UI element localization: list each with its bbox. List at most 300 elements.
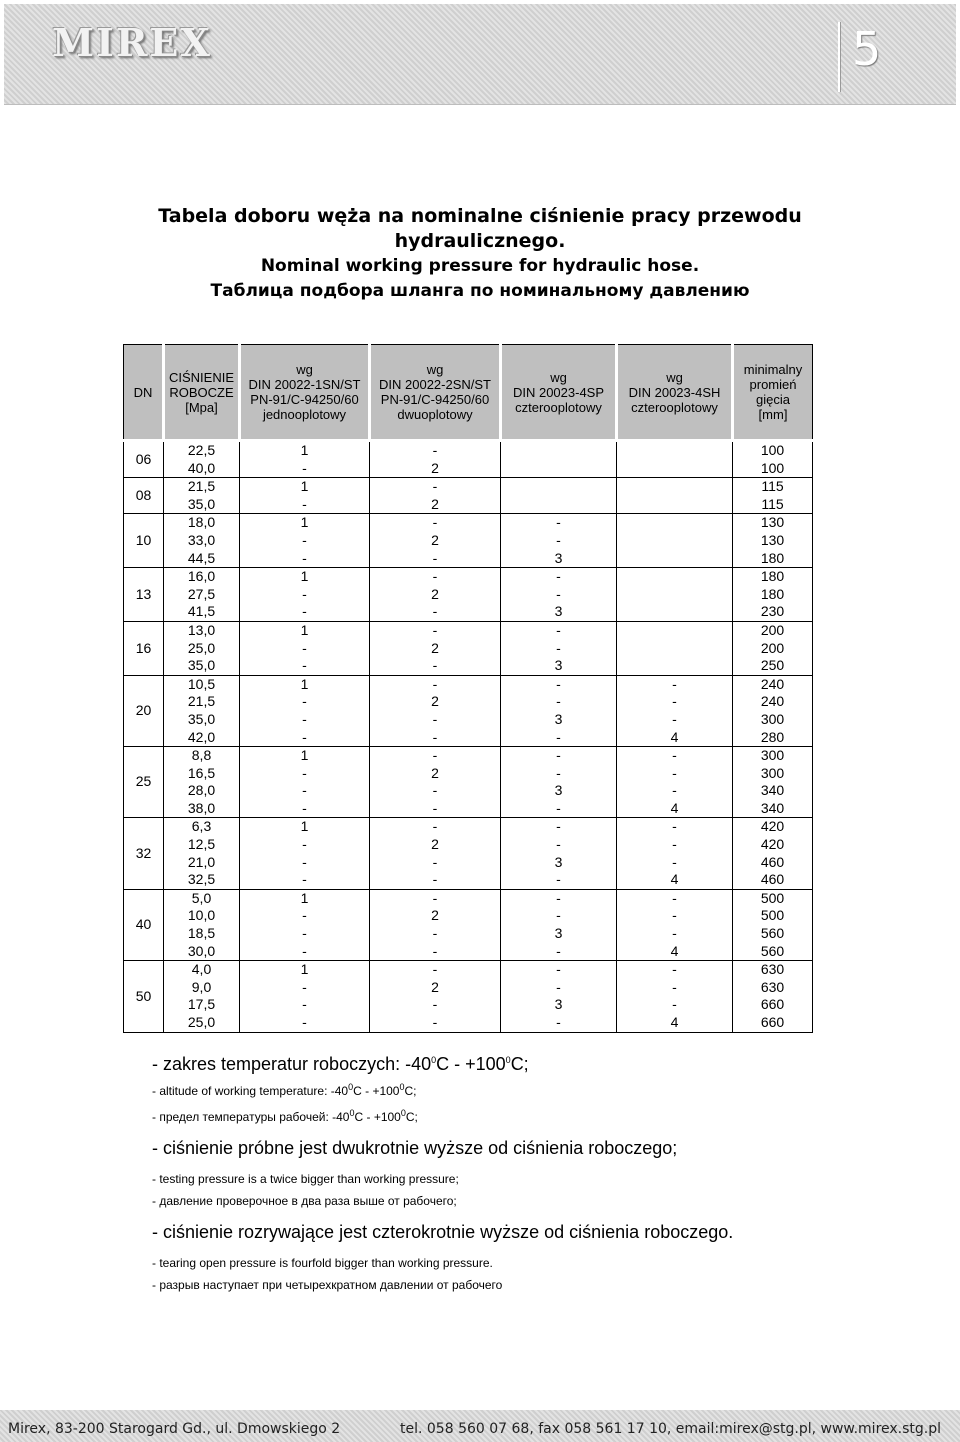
- cell-value: 16,5: [187, 764, 216, 781]
- pressure-cell: [164, 747, 240, 818]
- sn2-cell: [370, 568, 501, 622]
- table-row: [124, 441, 813, 478]
- sh4-cell: [617, 818, 733, 889]
- title-polish-line1: Tabela doboru węża na nominalne ciśnienie pracy przewodu: [158, 205, 802, 227]
- cell-value: [501, 478, 616, 496]
- sp4-cell: [501, 818, 617, 889]
- cell-value: -: [556, 621, 561, 638]
- dn-cell: 06: [124, 441, 164, 478]
- cell-value: -: [432, 621, 438, 638]
- dn-cell: 08: [124, 478, 164, 514]
- cell-value: -: [672, 764, 677, 781]
- cell-value: 130: [760, 514, 785, 531]
- column-header-line: [mm]: [758, 407, 788, 422]
- cell-value: -: [556, 907, 561, 924]
- cell-value: 4: [670, 1014, 679, 1030]
- sn2-cell: [370, 961, 501, 1032]
- cell-value: -: [432, 871, 438, 888]
- cell-value: 2: [431, 495, 439, 512]
- sn2-cell: [370, 675, 501, 746]
- cell-value: -: [432, 961, 438, 978]
- cell-value: -: [432, 942, 438, 959]
- cell-value: [501, 442, 616, 460]
- cell-value: -: [432, 728, 438, 745]
- cell-value: -: [302, 978, 307, 995]
- sn1-cell: [240, 568, 370, 622]
- sp4-cell: [501, 961, 617, 1032]
- cell-value: 35,0: [187, 657, 216, 674]
- radius-cell: [733, 675, 813, 746]
- cell-value: 2: [431, 459, 439, 476]
- cell-value: [617, 442, 732, 460]
- header-banner: [4, 4, 956, 105]
- cell-value: -: [432, 889, 438, 906]
- note-test-pressure-en: - testing pressure is a twice bigger than working pressure;: [152, 1172, 459, 1186]
- sh4-cell: [617, 961, 733, 1032]
- cell-value: -: [302, 853, 307, 870]
- sp4-cell: [501, 514, 617, 568]
- sp4-cell: [501, 621, 617, 675]
- cell-value: 25,0: [187, 639, 216, 656]
- cell-value: -: [556, 836, 561, 853]
- cell-value: 420: [760, 818, 785, 835]
- pressure-cell: [164, 889, 240, 960]
- column-header: [124, 345, 164, 441]
- notes-section: [152, 1048, 932, 1296]
- column-header-line: CIŚNIENIE: [168, 369, 234, 385]
- radius-cell: [733, 961, 813, 1032]
- note-burst-pressure-pl: - ciśnienie rozrywające jest czterokrotnie wyższe od ciśnienia roboczego.: [152, 1222, 734, 1242]
- cell-value: -: [302, 996, 307, 1013]
- cell-value: 33,0: [187, 531, 216, 548]
- cell-value: 420: [760, 836, 785, 853]
- cell-value: 41,5: [187, 603, 216, 620]
- column-header-line: czterooplotowy: [515, 399, 602, 415]
- cell-value: 130: [760, 531, 785, 548]
- cell-value: 300: [760, 710, 785, 727]
- cell-value: -: [302, 871, 307, 888]
- cell-value: 115: [761, 495, 784, 512]
- column-header-line: wg: [666, 369, 683, 385]
- table-header-row: [124, 345, 813, 441]
- title-polish-line2: hydraulicznego.: [394, 230, 566, 252]
- column-header-line: [Mpa]: [185, 399, 218, 415]
- cell-value: -: [302, 942, 307, 959]
- table-row: [124, 818, 813, 889]
- cell-value: 16,0: [187, 568, 216, 585]
- cell-value: 1: [300, 961, 309, 978]
- cell-value: 560: [760, 925, 785, 942]
- cell-value: 2: [431, 836, 439, 853]
- cell-value: -: [302, 585, 307, 602]
- cell-value: -: [302, 907, 307, 924]
- pressure-cell: [164, 621, 240, 675]
- cell-value: -: [302, 495, 307, 512]
- cell-value: [617, 586, 732, 604]
- page-title: [0, 204, 960, 304]
- footer-banner: [0, 1410, 960, 1442]
- dn-cell: 50: [124, 961, 164, 1032]
- header-divider: [838, 22, 840, 92]
- cell-value: 12,5: [187, 836, 216, 853]
- cell-value: 1: [300, 818, 309, 835]
- cell-value: -: [556, 747, 561, 764]
- cell-value: 115: [761, 478, 784, 495]
- radius-cell: [733, 478, 813, 514]
- cell-value: 3: [554, 603, 563, 620]
- sn1-cell: [240, 621, 370, 675]
- column-header-line: DIN 20023-4SP: [512, 384, 605, 400]
- cell-value: 9,0: [191, 978, 212, 995]
- cell-value: 38,0: [187, 799, 216, 816]
- table-row: [124, 747, 813, 818]
- cell-value: -: [672, 996, 677, 1013]
- cell-value: -: [672, 853, 677, 870]
- sn2-cell: [370, 747, 501, 818]
- dn-cell: 16: [124, 621, 164, 675]
- pressure-table: [123, 344, 813, 1033]
- cell-value: -: [556, 1014, 561, 1030]
- radius-cell: [733, 514, 813, 568]
- cell-value: [501, 460, 616, 478]
- dn-cell: 10: [124, 514, 164, 568]
- cell-value: 18,5: [187, 925, 216, 942]
- cell-value: -: [302, 693, 307, 710]
- sh4-cell: [617, 889, 733, 960]
- cell-value: -: [302, 531, 307, 548]
- pressure-cell: [164, 514, 240, 568]
- sn1-cell: [240, 514, 370, 568]
- sp4-cell: [501, 675, 617, 746]
- cell-value: -: [432, 1014, 438, 1030]
- cell-value: 35,0: [187, 710, 216, 727]
- cell-value: 2: [431, 639, 439, 656]
- cell-value: -: [432, 818, 438, 835]
- sp4-cell: [501, 747, 617, 818]
- cell-value: 6,3: [191, 818, 212, 835]
- cell-value: 2: [431, 585, 439, 602]
- cell-value: -: [432, 853, 438, 870]
- cell-value: 460: [760, 871, 785, 888]
- cell-value: 2: [431, 693, 439, 710]
- cell-value: 3: [554, 853, 563, 870]
- cell-value: -: [556, 871, 561, 888]
- dn-cell: 32: [124, 818, 164, 889]
- cell-value: 21,0: [187, 853, 216, 870]
- sh4-cell: [617, 514, 733, 568]
- cell-value: 10,0: [187, 907, 216, 924]
- table-row: [124, 621, 813, 675]
- note-burst-pressure-en: - tearing open pressure is fourfold bigger than working pressure.: [152, 1256, 493, 1270]
- cell-value: -: [672, 675, 677, 692]
- cell-value: -: [432, 657, 438, 674]
- radius-cell: [733, 441, 813, 478]
- cell-value: -: [556, 675, 561, 692]
- cell-value: 1: [300, 478, 309, 495]
- cell-value: -: [432, 514, 438, 531]
- cell-value: 21,5: [187, 478, 216, 495]
- cell-value: 5,0: [191, 889, 212, 906]
- cell-value: 10,5: [187, 675, 216, 692]
- cell-value: 100: [760, 459, 785, 476]
- cell-value: 2: [431, 978, 439, 995]
- cell-value: 30,0: [187, 942, 216, 959]
- cell-value: 280: [760, 728, 785, 745]
- pressure-cell: [164, 568, 240, 622]
- table-row: [124, 961, 813, 1032]
- cell-value: 630: [760, 978, 785, 995]
- cell-value: -: [556, 514, 561, 531]
- cell-value: [617, 496, 732, 514]
- cell-value: -: [432, 568, 438, 585]
- cell-value: -: [556, 728, 561, 745]
- cell-value: -: [556, 693, 561, 710]
- cell-value: 27,5: [187, 585, 216, 602]
- cell-value: 25,0: [187, 1014, 216, 1030]
- cell-value: [617, 603, 732, 621]
- cell-value: 28,0: [187, 782, 216, 799]
- sh4-cell: [617, 621, 733, 675]
- column-header-line: minimalny: [743, 362, 803, 377]
- sn1-cell: [240, 478, 370, 514]
- note-test-pressure-pl: - ciśnienie próbne jest dwukrotnie wyższe od ciśnienia roboczego;: [152, 1138, 678, 1158]
- cell-value: 1: [300, 568, 309, 585]
- cell-value: 500: [760, 907, 785, 924]
- cell-value: -: [432, 782, 438, 799]
- cell-value: -: [302, 782, 307, 799]
- cell-value: 1: [300, 675, 309, 692]
- cell-value: 1: [300, 621, 309, 638]
- cell-value: -: [672, 889, 677, 906]
- cell-value: -: [432, 925, 438, 942]
- table-row: [124, 675, 813, 746]
- cell-value: -: [302, 639, 307, 656]
- sn1-cell: [240, 818, 370, 889]
- cell-value: 500: [760, 889, 785, 906]
- cell-value: -: [432, 442, 438, 458]
- dn-cell: 20: [124, 675, 164, 746]
- cell-value: -: [556, 942, 561, 959]
- sn1-cell: [240, 747, 370, 818]
- column-header-line: PN-91/C-94250/60: [250, 392, 359, 407]
- table-row: [124, 568, 813, 622]
- cell-value: 200: [760, 639, 785, 656]
- cell-value: -: [432, 799, 438, 816]
- cell-value: -: [302, 657, 307, 674]
- column-header: [733, 345, 813, 441]
- sn1-cell: [240, 889, 370, 960]
- sh4-cell: [617, 747, 733, 818]
- cell-value: 340: [760, 782, 785, 799]
- cell-value: -: [302, 799, 307, 816]
- cell-value: 17,5: [187, 996, 216, 1013]
- column-header: [240, 345, 370, 441]
- column-header-line: DIN 20022-1SN/ST: [248, 377, 361, 392]
- dn-cell: 13: [124, 568, 164, 622]
- cell-value: 40,0: [187, 459, 216, 476]
- cell-value: 4,0: [191, 961, 212, 978]
- cell-value: 180: [760, 549, 785, 566]
- pressure-cell: [164, 818, 240, 889]
- cell-value: -: [672, 961, 677, 978]
- cell-value: 3: [554, 710, 563, 727]
- cell-value: -: [672, 747, 677, 764]
- cell-value: 3: [554, 657, 563, 674]
- cell-value: [617, 550, 732, 568]
- cell-value: -: [556, 961, 561, 978]
- cell-value: -: [672, 818, 677, 835]
- cell-value: 1: [300, 442, 309, 458]
- cell-value: [617, 640, 732, 658]
- column-header-line: DN: [133, 384, 153, 400]
- cell-value: 4: [670, 799, 679, 816]
- cell-value: -: [432, 549, 438, 566]
- column-header-line: gięcia: [756, 392, 790, 407]
- column-header: [617, 345, 733, 441]
- cell-value: -: [556, 764, 561, 781]
- cell-value: -: [556, 799, 561, 816]
- pressure-cell: [164, 478, 240, 514]
- page-number: 5: [852, 22, 882, 76]
- cell-value: -: [302, 1014, 307, 1030]
- title-russian: Таблица подбора шланга по номинальному давлению: [210, 281, 750, 301]
- table-row: [124, 514, 813, 568]
- cell-value: 660: [760, 1014, 785, 1030]
- cell-value: 300: [760, 764, 785, 781]
- cell-value: 42,0: [187, 728, 216, 745]
- cell-value: [617, 657, 732, 675]
- cell-value: -: [302, 603, 307, 620]
- cell-value: -: [432, 710, 438, 727]
- sp4-cell: [501, 889, 617, 960]
- note-temperature-pl: - zakres temperatur roboczych: $-40^0C - +100^0C$;: [152, 1054, 529, 1074]
- cell-value: 3: [554, 782, 563, 799]
- cell-value: -: [302, 764, 307, 781]
- cell-value: 22,5: [187, 442, 216, 458]
- table-body: [124, 441, 813, 1033]
- cell-value: 230: [760, 603, 785, 620]
- radius-cell: [733, 818, 813, 889]
- cell-value: -: [556, 978, 561, 995]
- column-header-line: ROBOCZE: [169, 384, 234, 400]
- cell-value: -: [432, 996, 438, 1013]
- sn2-cell: [370, 441, 501, 478]
- cell-value: -: [302, 728, 307, 745]
- cell-value: -: [432, 603, 438, 620]
- cell-value: 35,0: [187, 495, 216, 512]
- radius-cell: [733, 889, 813, 960]
- radius-cell: [733, 747, 813, 818]
- note-burst-pressure-ru: - разрыв наступает при четырехкратном давлении от рабочего: [152, 1278, 503, 1292]
- cell-value: -: [432, 478, 438, 495]
- cell-value: -: [556, 818, 561, 835]
- footer-contact: tel. 058 560 07 68, fax 058 561 17 10, email:mirex@stg.pl, www.mirex.stg.pl: [400, 1421, 942, 1437]
- cell-value: [617, 622, 732, 640]
- cell-value: 180: [760, 585, 785, 602]
- pressure-cell: [164, 441, 240, 478]
- cell-value: -: [302, 459, 307, 476]
- cell-value: 630: [760, 961, 785, 978]
- cell-value: 4: [670, 728, 679, 745]
- sn1-cell: [240, 441, 370, 478]
- column-header-line: dwuoplotowy: [397, 407, 473, 422]
- dn-cell: 40: [124, 889, 164, 960]
- sn2-cell: [370, 818, 501, 889]
- cell-value: 560: [760, 942, 785, 959]
- column-header-line: promień: [749, 377, 797, 392]
- cell-value: 3: [554, 925, 563, 942]
- pressure-cell: [164, 961, 240, 1032]
- pressure-cell: [164, 675, 240, 746]
- cell-value: -: [302, 549, 307, 566]
- cell-value: 240: [760, 693, 785, 710]
- sh4-cell: [617, 675, 733, 746]
- cell-value: -: [672, 925, 677, 942]
- cell-value: [617, 568, 732, 586]
- column-header-line: DIN 20023-4SH: [628, 384, 721, 400]
- cell-value: [501, 496, 616, 514]
- note-temperature-en: - altitude of working temperature: $-40^0C - +100^0C$;: [152, 1082, 417, 1098]
- cell-value: -: [672, 782, 677, 799]
- sh4-cell: [617, 441, 733, 478]
- cell-value: 13,0: [187, 621, 216, 638]
- cell-value: 200: [760, 621, 785, 638]
- cell-value: 4: [670, 871, 679, 888]
- cell-value: 2: [431, 907, 439, 924]
- cell-value: 2: [431, 764, 439, 781]
- column-header-line: wg: [296, 362, 313, 377]
- cell-value: -: [556, 585, 561, 602]
- sn2-cell: [370, 621, 501, 675]
- cell-value: 2: [431, 531, 439, 548]
- cell-value: -: [302, 836, 307, 853]
- cell-value: [617, 532, 732, 550]
- sn2-cell: [370, 514, 501, 568]
- sn2-cell: [370, 889, 501, 960]
- cell-value: -: [302, 710, 307, 727]
- cell-value: 1: [300, 889, 309, 906]
- sn1-cell: [240, 675, 370, 746]
- column-header-line: wg: [550, 369, 567, 385]
- cell-value: 250: [760, 657, 785, 674]
- dn-cell: 25: [124, 747, 164, 818]
- cell-value: 240: [760, 675, 785, 692]
- footer-address: Mirex, 83-200 Starogard Gd., ul. Dmowskiego 2: [8, 1421, 341, 1437]
- table-row: [124, 478, 813, 514]
- column-header-line: czterooplotowy: [631, 399, 718, 415]
- cell-value: -: [556, 889, 561, 906]
- cell-value: 3: [554, 549, 563, 566]
- cell-value: -: [672, 907, 677, 924]
- mirex-logo: MIREX: [52, 20, 212, 65]
- radius-cell: [733, 621, 813, 675]
- column-header: [501, 345, 617, 441]
- cell-value: 1: [300, 514, 309, 531]
- cell-value: 18,0: [187, 514, 216, 531]
- cell-value: 300: [760, 747, 785, 764]
- cell-value: -: [432, 747, 438, 764]
- sp4-cell: [501, 568, 617, 622]
- cell-value: -: [672, 836, 677, 853]
- cell-value: -: [672, 693, 677, 710]
- pressure-table-wrapper: [123, 344, 812, 1032]
- sh4-cell: [617, 568, 733, 622]
- cell-value: 1: [300, 747, 309, 764]
- cell-value: 32,5: [187, 871, 216, 888]
- column-header-line: PN-91/C-94250/60: [380, 392, 490, 407]
- cell-value: -: [672, 978, 677, 995]
- cell-value: [617, 460, 732, 478]
